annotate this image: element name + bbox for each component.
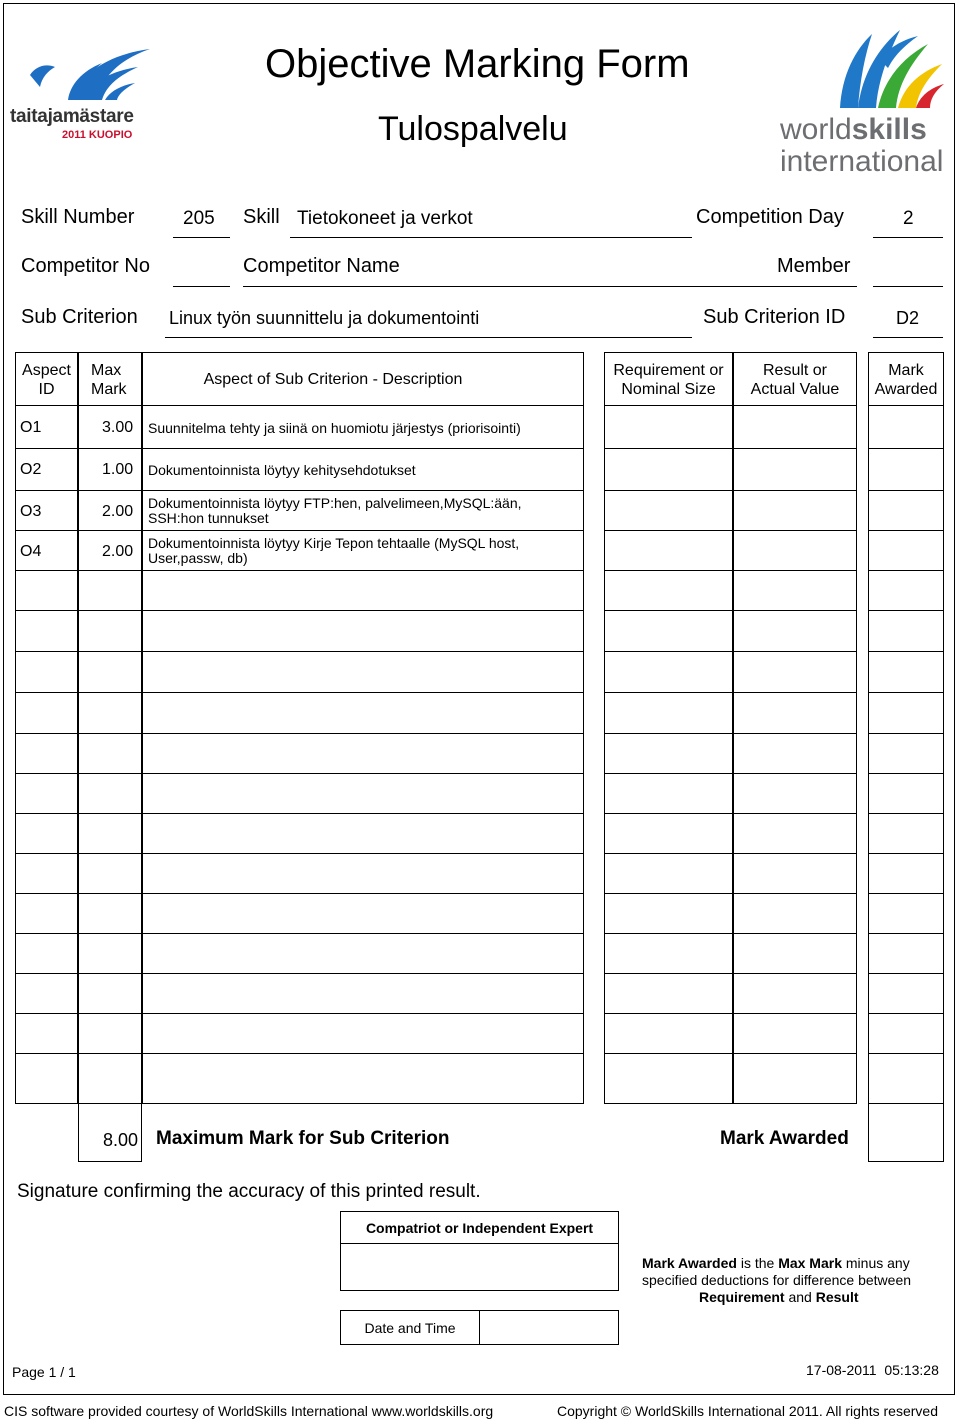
skill-value: Tietokoneet ja verkot [297, 208, 473, 229]
mark-awarded-cell[interactable] [868, 490, 944, 531]
note-max-mark: Max Mark [778, 1255, 842, 1271]
requirement-cell[interactable] [604, 692, 733, 734]
row-aspect-id: O4 [20, 543, 42, 560]
row-description: Dokumentoinnista löytyy Kirje Tepon tehtaalle (MySQL host, [148, 535, 520, 551]
row-max-mark: 2.00 [102, 503, 134, 520]
taitaja-logo-year: 2011 KUOPIO [62, 129, 133, 141]
header-max-mark-line2: Mark [91, 381, 127, 398]
result-cell[interactable] [733, 1013, 857, 1054]
worldskills-logo-world: world [780, 113, 852, 146]
note-text-4: and [784, 1289, 816, 1305]
max-mark-cell [78, 893, 142, 934]
requirement-cell[interactable] [604, 853, 733, 894]
note-requirement: Requirement [699, 1289, 785, 1305]
taitaja-swirl-icon [10, 45, 160, 103]
courtesy-text: CIS software provided courtesy of WorldSkills International www.worldskills.org [4, 1403, 494, 1419]
worldskills-logo-international: international [780, 145, 944, 178]
row-description: Suunnitelma tehty ja siinä on huomiotu järjestys (priorisointi) [148, 420, 521, 436]
competitor-name-underline [243, 286, 857, 287]
member-underline [873, 286, 943, 287]
description-cell [142, 813, 584, 854]
description-cell [142, 853, 584, 894]
aspect-id-cell [15, 692, 78, 734]
requirement-cell[interactable] [604, 1013, 733, 1054]
competition-day-underline [873, 237, 943, 238]
result-cell[interactable] [733, 692, 857, 734]
sub-criterion-id-label: Sub Criterion ID [703, 306, 846, 328]
header-awarded-line1: Mark [888, 362, 924, 379]
max-mark-cell [78, 933, 142, 974]
description-cell [142, 773, 584, 814]
date-time-label-cell [340, 1310, 480, 1345]
requirement-cell[interactable] [604, 530, 733, 571]
description-cell [142, 1013, 584, 1054]
mark-awarded-cell[interactable] [868, 406, 944, 449]
result-cell[interactable] [733, 570, 857, 611]
result-cell[interactable] [733, 893, 857, 934]
aspect-id-cell [15, 733, 78, 774]
mark-awarded-cell[interactable] [868, 530, 944, 571]
mark-awarded-cell[interactable] [868, 448, 944, 491]
note-text-1: is the [736, 1255, 779, 1271]
mark-awarded-cell[interactable] [868, 733, 944, 774]
worldskills-logo-skills: skills [851, 113, 927, 146]
requirement-cell[interactable] [604, 973, 733, 1014]
skill-number-value: 205 [183, 208, 215, 229]
signature-statement: Signature confirming the accuracy of this printed result. [17, 1181, 481, 1202]
aspect-id-cell [15, 651, 78, 693]
requirement-cell[interactable] [604, 1053, 733, 1104]
result-cell[interactable] [733, 733, 857, 774]
mark-awarded-cell[interactable] [868, 853, 944, 894]
worldskills-logo [780, 20, 950, 178]
max-mark-cell [78, 651, 142, 693]
taitaja-logo-name: taitajamästare [10, 106, 134, 127]
requirement-cell[interactable] [604, 490, 733, 531]
header-requirement-line1: Requirement or [613, 362, 724, 379]
row-description: Dokumentoinnista löytyy FTP:hen, palvelimeen,MySQL:ään, [148, 495, 522, 511]
competitor-name-label: Competitor Name [243, 255, 400, 277]
requirement-cell[interactable] [604, 933, 733, 974]
result-cell[interactable] [733, 973, 857, 1014]
max-mark-cell [78, 773, 142, 814]
mark-awarded-label: Mark Awarded [720, 1128, 849, 1149]
description-cell [142, 893, 584, 934]
mark-awarded-cell[interactable] [868, 651, 944, 693]
aspect-id-cell [15, 893, 78, 934]
mark-awarded-cell[interactable] [868, 1053, 944, 1104]
description-cell [142, 570, 584, 611]
worldskills-swirl-icon [780, 20, 950, 110]
mark-awarded-cell[interactable] [868, 692, 944, 734]
result-cell[interactable] [733, 406, 857, 449]
note-text-3: specified deductions for difference between [642, 1272, 912, 1288]
date-time-label: Date and Time [364, 1320, 456, 1336]
aspect-id-cell [15, 973, 78, 1014]
mark-awarded-total-cell[interactable] [868, 1103, 944, 1162]
expert-label-cell [340, 1211, 619, 1244]
requirement-cell[interactable] [604, 733, 733, 774]
description-cell [142, 610, 584, 652]
description-cell [142, 733, 584, 774]
header-description [142, 352, 584, 406]
requirement-cell[interactable] [604, 448, 733, 491]
result-cell[interactable] [733, 490, 857, 531]
sub-criterion-id-value: D2 [896, 308, 920, 328]
aspect-id-cell [15, 610, 78, 652]
member-label: Member [777, 255, 851, 277]
requirement-cell[interactable] [604, 406, 733, 449]
description-cell [142, 1053, 584, 1104]
mark-awarded-cell[interactable] [868, 933, 944, 974]
note-result: Result [815, 1289, 859, 1305]
skill-number-label: Skill Number [21, 206, 135, 228]
expert-label: Compatriot or Independent Expert [365, 1220, 594, 1236]
result-cell[interactable] [733, 853, 857, 894]
page-number: Page 1 / 1 [12, 1364, 76, 1380]
competitor-no-underline [173, 286, 230, 287]
row-description-continued: User,passw, db) [148, 550, 248, 566]
aspect-id-cell [15, 813, 78, 854]
result-cell[interactable] [733, 1053, 857, 1104]
header-aspect-id-line2: ID [38, 381, 55, 398]
header-aspect-id [15, 352, 78, 406]
mark-awarded-cell[interactable] [868, 773, 944, 814]
skill-underline [290, 237, 692, 238]
requirement-cell[interactable] [604, 813, 733, 854]
skill-number-underline [173, 237, 230, 238]
sub-criterion-id-underline [873, 337, 943, 338]
header-requirement [604, 352, 733, 406]
result-cell[interactable] [733, 813, 857, 854]
copyright-text: Copyright © WorldSkills International 2011. All rights reserved [557, 1403, 938, 1419]
requirement-cell[interactable] [604, 651, 733, 693]
max-mark-cell [78, 853, 142, 894]
competitor-no-label: Competitor No [21, 255, 150, 277]
row-aspect-id: O1 [20, 419, 42, 436]
aspect-id-cell [15, 1013, 78, 1054]
aspect-id-cell [15, 1053, 78, 1104]
competition-day-value: 2 [903, 208, 914, 229]
skill-label: Skill [243, 206, 280, 228]
header-result [733, 352, 857, 406]
aspect-id-cell [15, 933, 78, 974]
max-mark-cell [78, 733, 142, 774]
requirement-cell[interactable] [604, 570, 733, 611]
header-awarded-line2: Awarded [874, 381, 938, 398]
result-cell[interactable] [733, 610, 857, 652]
sub-criterion-value: Linux työn suunnittelu ja dokumentointi [169, 308, 480, 328]
competition-day-label: Competition Day [696, 206, 844, 228]
description-cell [142, 651, 584, 693]
max-mark-cell [78, 973, 142, 1014]
row-max-mark: 3.00 [102, 419, 134, 436]
note-mark-awarded: Mark Awarded [642, 1255, 737, 1271]
max-mark-cell [78, 1053, 142, 1104]
page-title: Objective Marking Form [265, 42, 690, 86]
description-cell [142, 973, 584, 1014]
row-max-mark: 2.00 [102, 543, 134, 560]
note-text-2: minus any [842, 1255, 910, 1271]
description-cell [142, 692, 584, 734]
description-cell [142, 933, 584, 974]
result-cell[interactable] [733, 933, 857, 974]
result-cell[interactable] [733, 530, 857, 571]
max-mark-cell [78, 610, 142, 652]
header-aspect-id-line1: Aspect [22, 362, 71, 379]
expert-signature-box[interactable] [340, 1243, 619, 1291]
page-subtitle: Tulospalvelu [378, 110, 568, 148]
result-cell[interactable] [733, 448, 857, 491]
header-requirement-line2: Nominal Size [621, 381, 716, 398]
result-cell[interactable] [733, 773, 857, 814]
header-result-line2: Actual Value [750, 381, 840, 398]
header-result-line1: Result or [762, 362, 828, 379]
mark-awarded-cell[interactable] [868, 1013, 944, 1054]
aspect-id-cell [15, 570, 78, 611]
mark-awarded-cell[interactable] [868, 610, 944, 652]
requirement-cell[interactable] [604, 773, 733, 814]
total-max-label: Maximum Mark for Sub Criterion [156, 1128, 450, 1149]
row-description: Dokumentoinnista löytyy kehitysehdotukset [148, 462, 416, 478]
row-max-mark: 1.00 [102, 461, 134, 478]
header-max-mark [78, 352, 142, 406]
header-description-text: Aspect of Sub Criterion - Description [203, 371, 463, 388]
mark-awarded-cell[interactable] [868, 973, 944, 1014]
row-aspect-id: O2 [20, 461, 42, 478]
mark-awarded-cell[interactable] [868, 893, 944, 934]
max-mark-cell [78, 692, 142, 734]
taitaja-logo [10, 45, 160, 140]
requirement-cell[interactable] [604, 610, 733, 652]
mark-awarded-cell[interactable] [868, 813, 944, 854]
header-max-mark-line1: Max [91, 362, 122, 379]
requirement-cell[interactable] [604, 893, 733, 934]
total-max-mark: 8.00 [103, 1130, 139, 1150]
row-aspect-id: O3 [20, 503, 42, 520]
aspect-id-cell [15, 773, 78, 814]
mark-awarded-note [642, 1255, 911, 1306]
aspect-id-cell [15, 853, 78, 894]
sub-criterion-underline [165, 337, 692, 338]
max-mark-cell [78, 1013, 142, 1054]
date-time-box[interactable] [479, 1310, 619, 1345]
result-cell[interactable] [733, 651, 857, 693]
mark-awarded-cell[interactable] [868, 570, 944, 611]
max-mark-cell [78, 813, 142, 854]
max-mark-cell [78, 570, 142, 611]
print-datetime: 17-08-2011 05:13:28 [806, 1362, 939, 1378]
row-description-continued: SSH:hon tunnukset [148, 510, 269, 526]
header-mark-awarded [868, 352, 944, 406]
sub-criterion-label: Sub Criterion [21, 306, 138, 328]
